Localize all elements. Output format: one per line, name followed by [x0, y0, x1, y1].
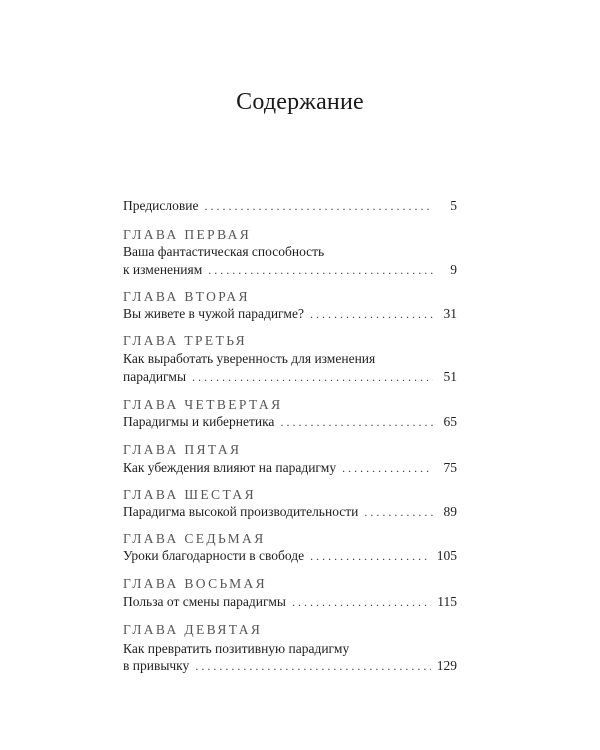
toc-page-number: 31	[443, 306, 457, 321]
chapter-label: ГЛАВА ПЯТАЯ	[123, 442, 242, 457]
toc-entry-title: Как убеждения влияют на парадигму	[123, 460, 337, 475]
dot-leader	[364, 503, 433, 521]
toc-entry-chapter-5[interactable]	[123, 459, 457, 477]
toc-page-number: 9	[450, 262, 457, 277]
toc-entry-chapter-7[interactable]	[123, 547, 457, 565]
dot-leader	[310, 305, 433, 323]
toc-page-number: 115	[437, 594, 457, 609]
toc-page-number: 105	[436, 548, 457, 563]
toc-entry-chapter-4[interactable]	[123, 413, 457, 431]
dot-leader	[280, 413, 433, 431]
dot-leader	[192, 368, 433, 386]
dot-leader	[204, 197, 433, 215]
chapter-label: ГЛАВА ЧЕТВЕРТАЯ	[123, 397, 283, 412]
chapter-label: ГЛАВА ПЕРВАЯ	[123, 227, 252, 242]
toc-entry-title: Вы живете в чужой парадигме?	[123, 306, 304, 321]
toc-entry-title: в привычку	[123, 658, 190, 673]
chapter-label: ГЛАВА ТРЕТЬЯ	[123, 333, 248, 348]
toc-entry-chapter-8[interactable]	[123, 593, 457, 611]
toc-entry-title: Уроки благодарности в свободе	[123, 548, 305, 563]
toc-entry-chapter-2[interactable]	[123, 305, 457, 323]
toc-page-number: 51	[443, 369, 457, 384]
toc-entry-title-line: Как выработать уверенность для изменения	[123, 351, 376, 366]
toc-entry-title: парадигмы	[123, 369, 187, 384]
dot-leader	[195, 657, 430, 675]
toc-entry-chapter-1[interactable]	[123, 261, 457, 279]
toc-page-number: 89	[443, 504, 457, 519]
page-title: Содержание	[236, 89, 364, 115]
chapter-label: ГЛАВА ДЕВЯТАЯ	[123, 622, 263, 637]
dot-leader	[310, 547, 431, 565]
toc-page-number: 129	[436, 658, 457, 673]
toc-entry-title: Парадигма высокой производительности	[123, 504, 359, 519]
dot-leader	[292, 593, 431, 611]
chapter-label: ГЛАВА ВТОРАЯ	[123, 289, 250, 304]
chapter-label: ГЛАВА СЕДЬМАЯ	[123, 531, 266, 546]
dot-leader	[342, 459, 433, 477]
toc-page-number: 5	[450, 198, 457, 213]
toc-entry-title: Парадигмы и кибернетика	[123, 414, 275, 429]
toc-page-number: 75	[443, 460, 457, 475]
dot-leader	[208, 261, 433, 279]
toc-entry-chapter-6[interactable]	[123, 503, 457, 521]
toc-entry-title: к изменениям	[123, 262, 203, 277]
chapter-label: ГЛАВА ВОСЬМАЯ	[123, 576, 268, 591]
toc-page-number: 65	[443, 414, 457, 429]
toc-entry-preface[interactable]	[123, 197, 457, 215]
toc-entry-title-line: Ваша фантастическая способность	[123, 244, 325, 259]
toc-entry-title: Предисловие	[123, 198, 199, 213]
toc-entry-chapter-9[interactable]	[123, 657, 457, 675]
toc-entry-chapter-3[interactable]	[123, 368, 457, 386]
toc-entry-title: Польза от смены парадигмы	[123, 594, 286, 609]
chapter-label: ГЛАВА ШЕСТАЯ	[123, 487, 256, 502]
toc-entry-title-line: Как превратить позитивную парадигму	[123, 641, 350, 656]
